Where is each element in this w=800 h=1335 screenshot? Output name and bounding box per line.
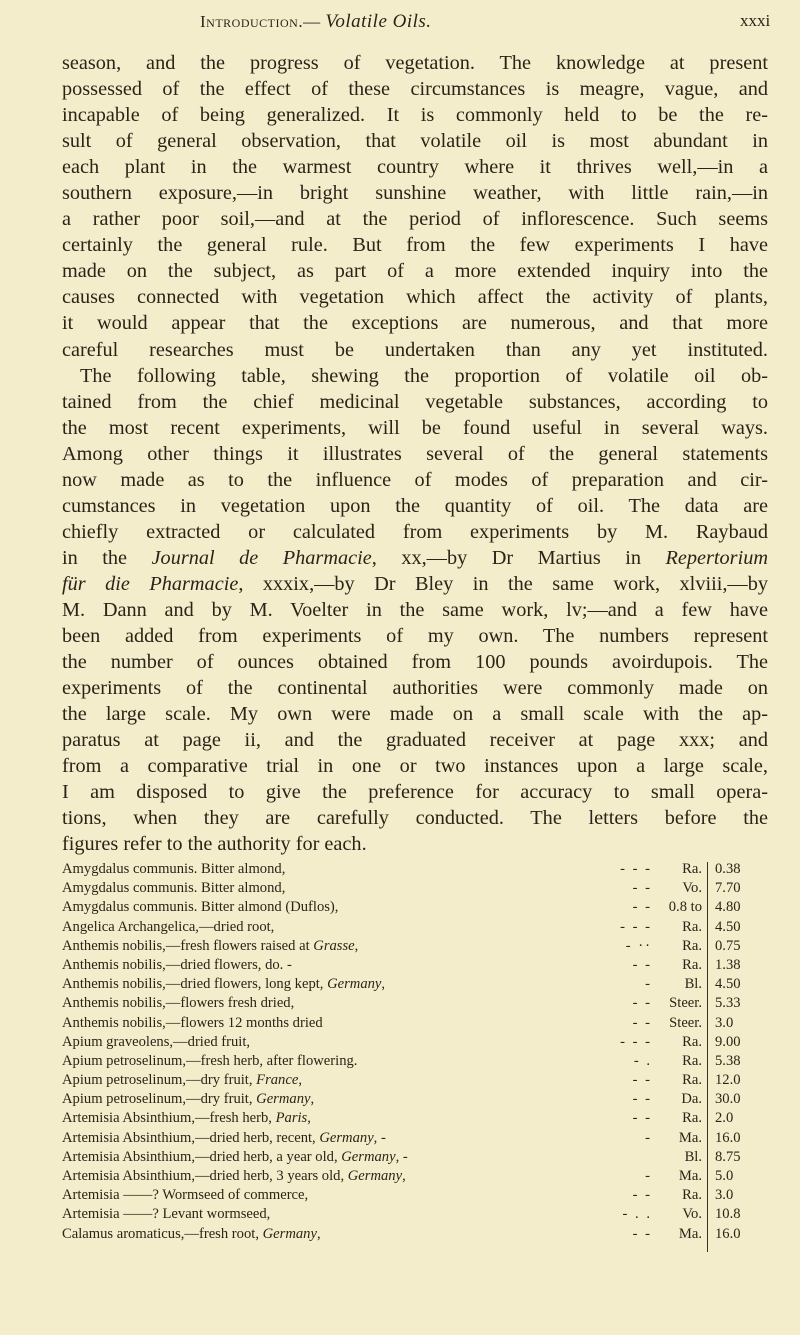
text-segment: Artemisia Absinthium,—dried herb, recent, [62, 1129, 320, 1146]
body-line [62, 50, 768, 76]
authority: Ma. [678, 1129, 702, 1146]
text-segment: , xxxix,—by Dr Bley in the same work, xlviii,—by [238, 572, 768, 595]
text-segment: Angelica Archangelica,—dried root, [62, 918, 275, 935]
italic-text: für die Pharmacie [62, 572, 239, 595]
text-segment: the large scale. My own were made on a small scale with the ap- [62, 703, 768, 726]
body-text [62, 50, 768, 857]
oil-yield-value: 2.0 [715, 1110, 734, 1127]
authority: Bl. [684, 1148, 702, 1165]
text-segment: Calamus aromaticus,—fresh root, [62, 1225, 263, 1242]
dash-leader: - - [632, 880, 652, 897]
substance-name [62, 918, 274, 937]
italic-text: Journal de Pharmacie [151, 546, 372, 569]
text-segment: certainly the general rule. But from the few experiments I have [62, 234, 768, 257]
volatile-oil-table [62, 860, 762, 1244]
authority: Ra. [682, 1033, 702, 1050]
oil-yield-value: 0.75 [715, 937, 741, 954]
table-row [62, 918, 762, 937]
text-segment: causes connected with vegetation which affect the activity of plants, [62, 286, 768, 309]
substance-name [62, 1052, 357, 1071]
body-line [62, 310, 768, 336]
text-segment: season, and the progress of vegetation. The knowledge at present [62, 52, 768, 74]
dash-leader: - - [632, 995, 652, 1012]
text-segment: careful researches must be undertaken than any yet instituted. [62, 338, 768, 361]
text-segment: been added from experiments of my own. The numbers represent [62, 625, 768, 648]
table-row [62, 860, 762, 879]
authority: Ra. [682, 937, 702, 954]
text-segment: Amygdalus communis. Bitter almond (Duflos), [62, 899, 339, 916]
italic-text: Germany [262, 1225, 317, 1242]
text-segment: from a comparative trial in one or two instances upon a large scale, [62, 755, 768, 778]
text-segment: , [402, 1168, 406, 1184]
authority: Vo. [682, 880, 702, 897]
table-row [62, 1205, 762, 1224]
table-row [62, 975, 762, 994]
text-segment: , [310, 1091, 315, 1108]
italic-text: Germany [341, 1148, 396, 1165]
table-row [62, 937, 762, 956]
text-segment: possessed of the effect of these circumstances is meagre, vague, and [62, 78, 768, 101]
dash-leader: - [645, 976, 652, 993]
substance-name [62, 1033, 250, 1052]
text-segment: the most recent experiments, will be found useful in several ways. [62, 416, 768, 439]
substance-name [62, 1148, 408, 1167]
oil-yield-value: 4.50 [715, 976, 741, 993]
running-title [200, 11, 432, 33]
table-row [62, 1186, 762, 1205]
text-segment: Artemisia Absinthium,—dried herb, a year old, [62, 1148, 342, 1165]
authority: Ra. [682, 918, 702, 935]
oil-yield-value: 5.0 [715, 1168, 734, 1184]
body-line [62, 831, 768, 857]
body-line [62, 649, 768, 675]
substance-name [62, 1109, 311, 1128]
text-segment: Anthemis nobilis,—fresh flowers raised at [62, 937, 314, 954]
body-line [62, 102, 768, 128]
dash-leader: - [645, 1129, 652, 1146]
dash-leader: - - - [620, 861, 652, 877]
dash-leader: - - - [620, 1033, 652, 1050]
text-segment: Apium petroselinum,—dry fruit, [62, 1072, 257, 1089]
running-title-italic: Volatile Oils. [325, 11, 432, 32]
authority: Ma. [678, 1168, 702, 1184]
oil-yield-value: 4.50 [715, 918, 741, 935]
italic-text: Germany [256, 1091, 311, 1108]
table-row [62, 1014, 762, 1033]
table-row [62, 1148, 762, 1167]
substance-name [62, 1186, 308, 1205]
text-segment: , [354, 937, 359, 954]
authority: Steer. [669, 995, 702, 1012]
table-row [62, 1090, 762, 1109]
text-segment: Amygdalus communis. Bitter almond, [62, 861, 286, 877]
table-row [62, 1167, 762, 1186]
body-line [62, 597, 768, 623]
body-line [62, 415, 768, 441]
dash-leader: - . [633, 1052, 652, 1069]
text-segment: Anthemis nobilis,—flowers 12 months dried [62, 1014, 323, 1031]
body-line [62, 154, 768, 180]
body-line [62, 753, 768, 779]
dash-leader: - - [632, 1225, 652, 1242]
dash-leader: - - - [620, 918, 652, 935]
substance-name [62, 879, 285, 898]
text-segment: I am disposed to give the preference for accuracy to small opera- [62, 781, 768, 804]
dash-leader: - [645, 1168, 652, 1184]
text-segment: now made as to the influence of modes of preparation and cir- [62, 468, 768, 491]
body-line [62, 337, 768, 363]
substance-name [62, 1167, 406, 1186]
text-segment: Artemisia Absinthium,—fresh herb, [62, 1110, 276, 1127]
authority: Ra. [682, 956, 702, 973]
table-row [62, 956, 762, 975]
text-segment: Apium graveolens,—dried fruit, [62, 1033, 251, 1050]
text-segment: the number of ounces obtained from 100 pounds avoirdupois. The [62, 651, 768, 674]
text-segment: , [381, 976, 386, 993]
text-segment: Artemisia ——? Levant wormseed, [62, 1206, 271, 1223]
text-segment: southern exposure,—in bright sunshine weather, with little rain,—in [62, 182, 768, 205]
dash-leader: - . . [622, 1206, 652, 1223]
substance-name [62, 898, 338, 917]
text-segment: tained from the chief medicinal vegetable substances, according to [62, 390, 768, 413]
authority: Steer. [669, 1014, 702, 1031]
authority: Ra. [682, 1072, 702, 1089]
text-segment: Apium petroselinum,—dry fruit, [62, 1091, 257, 1108]
dash-leader: - ·· [625, 937, 652, 954]
text-segment: , - [395, 1148, 408, 1165]
authority: Ra. [682, 1110, 702, 1127]
substance-name [62, 1205, 270, 1224]
text-segment: it would appear that the exceptions are numerous, and that more [62, 312, 768, 335]
body-line [62, 805, 768, 831]
table-row [62, 1109, 762, 1128]
body-line [62, 779, 768, 805]
page-number: xxxi [740, 11, 771, 30]
italic-text: Germany [347, 1168, 403, 1184]
substance-name [62, 1071, 302, 1090]
body-line [62, 389, 768, 415]
text-segment: in the [62, 546, 152, 569]
body-line [62, 363, 768, 389]
oil-yield-value: 3.0 [715, 1014, 734, 1031]
dash-leader: - - [632, 1187, 652, 1204]
substance-name [62, 956, 292, 975]
text-segment: Amygdalus communis. Bitter almond, [62, 880, 286, 897]
body-line [62, 519, 768, 545]
oil-yield-value: 30.0 [715, 1091, 741, 1108]
text-segment: , - [373, 1129, 386, 1146]
oil-yield-value: 3.0 [715, 1187, 734, 1204]
body-line [62, 76, 768, 102]
substance-name [62, 1014, 323, 1033]
body-line [62, 284, 768, 310]
authority: Ra. [682, 1187, 702, 1204]
body-line [62, 701, 768, 727]
authority: Ma. [678, 1225, 702, 1242]
body-line [62, 545, 768, 571]
italic-text: Germany [327, 976, 382, 993]
text-segment: Among other things it illustrates several of the general statements [62, 442, 768, 465]
text-segment: Artemisia ——? Wormseed of commerce, [62, 1187, 309, 1204]
oil-yield-value: 5.38 [715, 1052, 741, 1069]
text-segment: paratus at page ii, and the graduated receiver at page xxx; and [62, 729, 768, 752]
text-segment: Anthemis nobilis,—dried flowers, long kept, [62, 976, 328, 993]
table-row [62, 1033, 762, 1052]
dash-leader: - - [632, 1091, 652, 1108]
oil-yield-value: 10.8 [715, 1206, 741, 1223]
authority: Bl. [684, 976, 702, 993]
table-column-rule [707, 862, 708, 1252]
substance-name [62, 860, 285, 879]
authority: Da. [681, 1091, 702, 1108]
authority: Ra. [682, 861, 702, 877]
text-segment: Anthemis nobilis,—flowers fresh dried, [62, 995, 295, 1012]
italic-text: Repertorium [665, 546, 768, 569]
oil-yield-value: 0.38 [715, 861, 741, 877]
oil-yield-value: 16.0 [715, 1129, 741, 1146]
substance-name [62, 937, 358, 956]
authority: Ra. [682, 1052, 702, 1069]
text-segment: Anthemis nobilis,—dried flowers, do. - [62, 956, 292, 973]
body-line [62, 258, 768, 284]
body-line [62, 571, 768, 597]
substance-name [62, 1129, 386, 1148]
oil-yield-value: 8.75 [715, 1148, 741, 1165]
text-segment: , [307, 1110, 311, 1127]
substance-name [62, 1225, 321, 1244]
body-line [62, 180, 768, 206]
running-header [0, 8, 800, 38]
running-title-caps: Introduction.— [200, 12, 321, 31]
text-segment: cumstances in vegetation upon the quantity of oil. The data are [62, 494, 768, 517]
italic-text: Germany [319, 1129, 374, 1146]
dash-leader: - - [632, 1110, 652, 1127]
oil-yield-value: 7.70 [715, 880, 741, 897]
text-segment: chiefly extracted or calculated from experiments by M. Raybaud [62, 520, 768, 543]
italic-text: France [256, 1072, 299, 1089]
text-segment: a rather poor soil,—and at the period of inflorescence. Such seems [62, 208, 768, 231]
oil-yield-value: 9.00 [715, 1033, 741, 1050]
body-line [62, 727, 768, 753]
body-line [62, 493, 768, 519]
oil-yield-value: 12.0 [715, 1072, 741, 1089]
body-line [62, 441, 768, 467]
dash-leader: - - [632, 1014, 652, 1031]
text-segment: Apium petroselinum,—fresh herb, after flowering. [62, 1052, 358, 1069]
text-segment: The following table, shewing the proportion of volatile oil ob- [80, 364, 768, 387]
authority: Vo. [682, 1206, 702, 1223]
text-segment: sult of general observation, that volatile oil is most abundant in [62, 130, 768, 153]
text-segment: incapable of being generalized. It is commonly held to be the re- [62, 104, 768, 127]
table-row [62, 898, 762, 917]
text-segment: , xx,—by Dr Martius in [371, 546, 666, 569]
oil-yield-value: 16.0 [715, 1225, 741, 1242]
text-segment: figures refer to the authority for each. [62, 833, 367, 856]
table-row [62, 1225, 762, 1244]
dash-leader: - - [632, 956, 652, 973]
body-line [62, 623, 768, 649]
italic-text: Grasse [313, 937, 355, 954]
table-row [62, 1052, 762, 1071]
italic-text: Paris [275, 1110, 308, 1127]
table-row [62, 879, 762, 898]
text-segment: , [298, 1072, 302, 1089]
text-segment: made on the subject, as part of a more extended inquiry into the [62, 260, 768, 283]
text-segment: , [316, 1225, 321, 1242]
table-row [62, 994, 762, 1013]
text-segment: each plant in the warmest country where it thrives well,—in a [62, 156, 768, 179]
oil-yield-value: 5.33 [715, 995, 741, 1012]
table-row [62, 1071, 762, 1090]
substance-name [62, 1090, 314, 1109]
table-row [62, 1129, 762, 1148]
substance-name [62, 994, 294, 1013]
oil-yield-value: 4.80 [715, 899, 741, 916]
dash-leader: - - [632, 1072, 652, 1089]
body-line [62, 232, 768, 258]
oil-yield-value: 1.38 [715, 956, 741, 973]
authority: 0.8 to [668, 899, 702, 916]
text-segment: Artemisia Absinthium,—dried herb, 3 years old, [62, 1168, 348, 1184]
text-segment: tions, when they are carefully conducted. The letters before the [62, 807, 768, 830]
body-line [62, 206, 768, 232]
body-line [62, 675, 768, 701]
text-segment: M. Dann and by M. Voelter in the same work, lv;—and a few have [62, 598, 768, 621]
dash-leader: - - [632, 899, 652, 916]
body-line [62, 128, 768, 154]
text-segment: experiments of the continental authorities were commonly made on [62, 677, 768, 700]
body-line [62, 467, 768, 493]
substance-name [62, 975, 385, 994]
